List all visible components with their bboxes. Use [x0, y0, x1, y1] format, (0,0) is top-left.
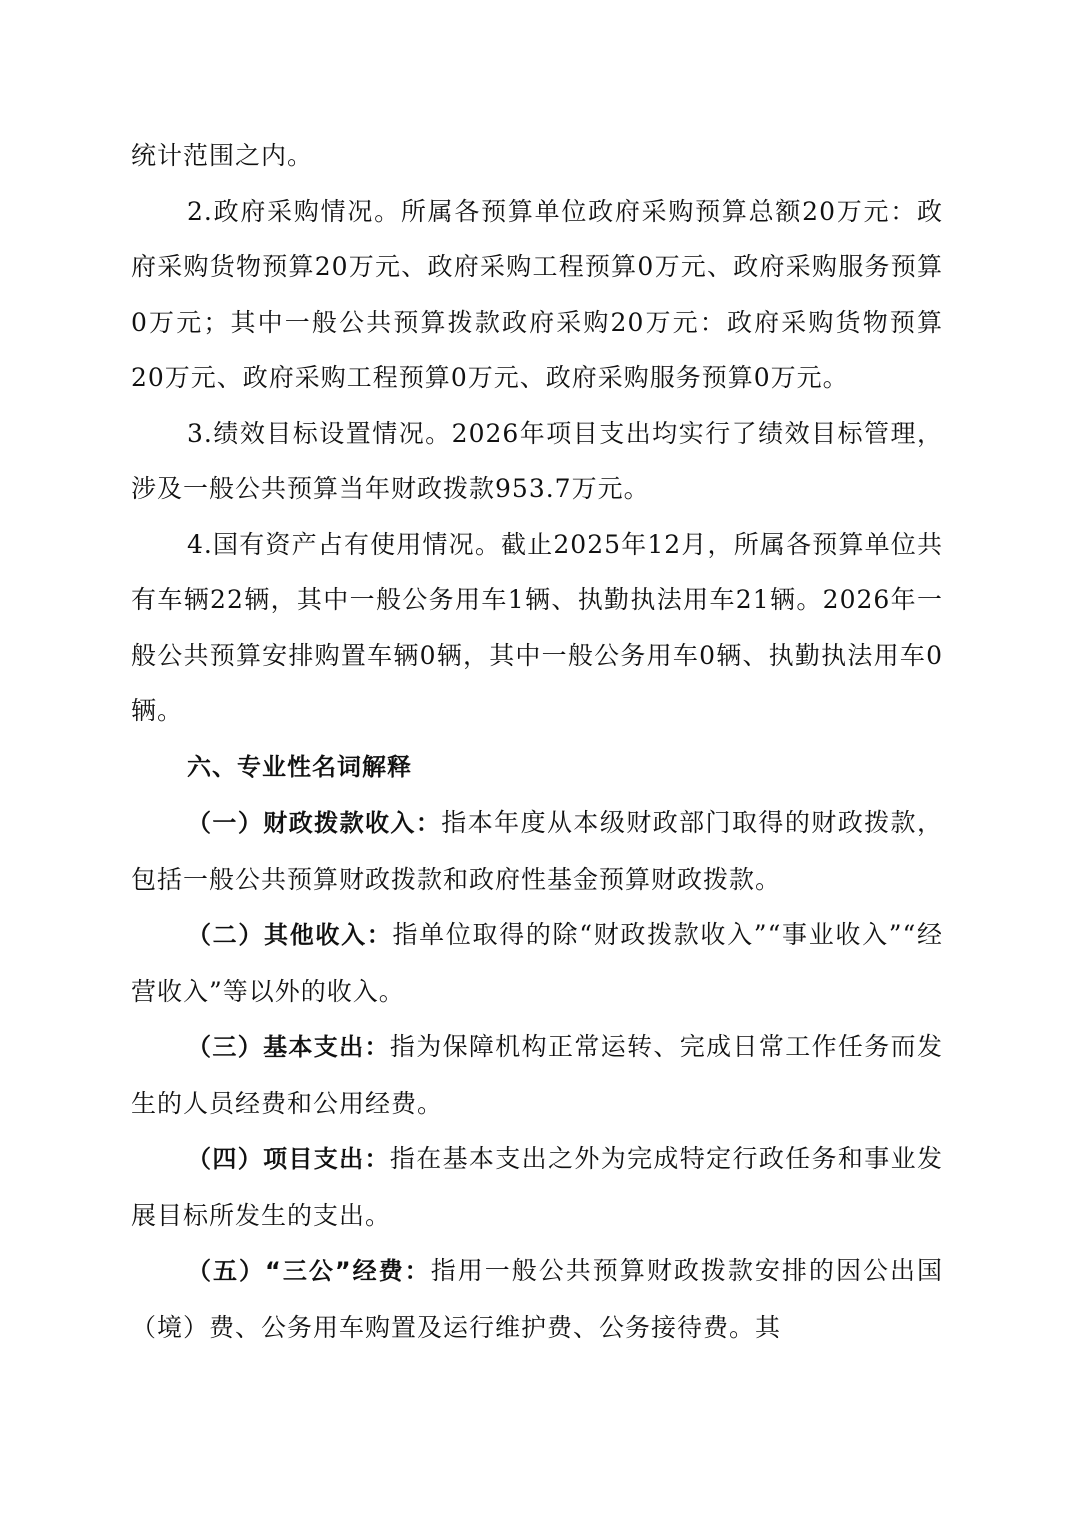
- paragraph-continuation: 统计范围之内。: [131, 141, 314, 170]
- section-heading-text: 六、专业性名词解释: [187, 752, 412, 781]
- term-text: 指用一般公共预算财政拨款安排的因公出国（境）费、公务用车购置及运行维护费、公务接待费。其: [131, 1256, 943, 1342]
- page-content: [131, 128, 943, 1355]
- term-label: （一）财政拨款收入：: [187, 809, 442, 837]
- term-label: （五）“三公”经费：: [187, 1257, 431, 1285]
- paragraph-government-procurement: 2.政府采购情况。所属各预算单位政府采购预算总额20万元：政府采购货物预算20万元、政府采购工程预算0万元、政府采购服务预算0万元；其中一般公共预算拨款政府采购20万元：政府采购货物预算20万元、政府采购工程预算0万元、政府采购服务预算0万元。: [131, 196, 943, 392]
- term-label: （二）其他收入：: [187, 921, 393, 949]
- term-definition-5: [131, 1243, 943, 1355]
- term-text: 指单位取得的除“财政拨款收入”“事业收入”“经营收入”等以外的收入。: [131, 920, 944, 1006]
- term-text: 指为保障机构正常运转、完成日常工作任务而发生的人员经费和公用经费。: [131, 1032, 943, 1118]
- section-heading: [131, 739, 943, 796]
- term-text: 指在基本支出之外为完成特定行政任务和事业发展目标所发生的支出。: [131, 1144, 943, 1230]
- term-definition-1: [131, 795, 943, 907]
- term-definition-2: [131, 907, 943, 1019]
- term-text: 指本年度从本级财政部门取得的财政拨款，包括一般公共预算财政拨款和政府性基金预算财政拨款。: [131, 808, 943, 894]
- term-definition-3: [131, 1019, 943, 1131]
- paragraph-performance-targets: 3.绩效目标设置情况。2026年项目支出均实行了绩效目标管理，涉及一般公共预算当年财政拨款953.7万元。: [131, 418, 943, 503]
- term-label: （三）基本支出：: [187, 1033, 390, 1061]
- paragraph-state-assets: 4.国有资产占有使用情况。截止2025年12月，所属各预算单位共有车辆22辆，其中一般公务用车1辆、执勤执法用车21辆。2026年一般公共预算安排购置车辆0辆，其中一般公务用车0辆、执勤执法用车0辆。: [131, 529, 943, 725]
- term-label: （四）项目支出：: [187, 1145, 390, 1173]
- term-definition-4: [131, 1131, 943, 1243]
